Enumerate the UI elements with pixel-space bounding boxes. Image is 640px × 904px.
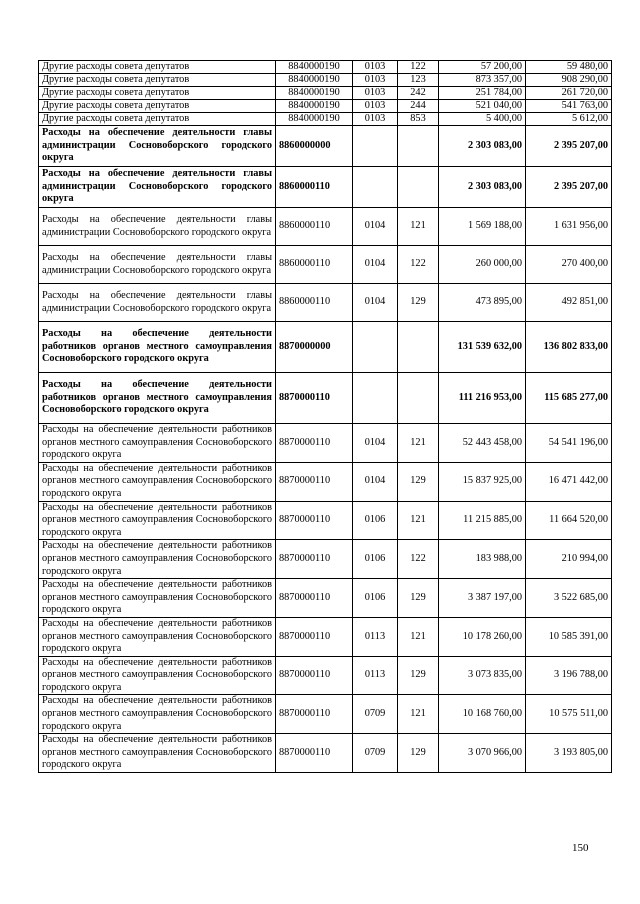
target-article-code-cell: 8870000110	[276, 540, 353, 579]
target-article-code-cell: 8860000110	[276, 208, 353, 246]
section-code-cell: 0104	[353, 246, 398, 284]
amount-year1-cell: 3 073 835,00	[439, 656, 526, 695]
target-article-code-cell: 8870000110	[276, 617, 353, 656]
amount-year2-cell: 210 994,00	[526, 540, 612, 579]
table-row	[39, 501, 612, 540]
expense-name-cell: Расходы на обеспечение деятельности главы администрации Сосновоборского городского округа	[39, 167, 276, 208]
expense-type-code-cell: 121	[398, 208, 439, 246]
amount-year2-cell: 115 685 277,00	[526, 373, 612, 424]
target-article-code-cell: 8860000000	[276, 126, 353, 167]
amount-year1-cell: 111 216 953,00	[439, 373, 526, 424]
expense-name-cell: Расходы на обеспечение деятельности работников органов местного самоуправления Сосновоборского городского округа	[39, 424, 276, 463]
amount-year2-cell: 10 575 511,00	[526, 695, 612, 734]
amount-year2-cell: 492 851,00	[526, 284, 612, 322]
expense-name-cell: Расходы на обеспечение деятельности работников органов местного самоуправления Сосновоборского городского округа	[39, 322, 276, 373]
section-code-cell: 0106	[353, 540, 398, 579]
expense-name-cell: Расходы на обеспечение деятельности главы администрации Сосновоборского городского округа	[39, 208, 276, 246]
table-row	[39, 87, 612, 100]
target-article-code-cell: 8870000110	[276, 501, 353, 540]
expense-name-cell: Расходы на обеспечение деятельности работников органов местного самоуправления Сосновоборского городского округа	[39, 695, 276, 734]
expense-type-code-cell	[398, 126, 439, 167]
expense-type-code-cell: 123	[398, 74, 439, 87]
amount-year2-cell: 541 763,00	[526, 100, 612, 113]
expense-name-cell: Расходы на обеспечение деятельности главы администрации Сосновоборского городского округа	[39, 126, 276, 167]
expense-type-code-cell: 122	[398, 246, 439, 284]
expense-type-code-cell: 129	[398, 284, 439, 322]
amount-year1-cell: 15 837 925,00	[439, 462, 526, 501]
amount-year2-cell: 2 395 207,00	[526, 126, 612, 167]
amount-year1-cell: 183 988,00	[439, 540, 526, 579]
section-code-cell: 0103	[353, 100, 398, 113]
amount-year2-cell: 54 541 196,00	[526, 424, 612, 463]
table-row	[39, 113, 612, 126]
amount-year1-cell: 5 400,00	[439, 113, 526, 126]
table-row	[39, 734, 612, 773]
target-article-code-cell: 8870000110	[276, 373, 353, 424]
amount-year1-cell: 10 168 760,00	[439, 695, 526, 734]
expense-type-code-cell: 122	[398, 61, 439, 74]
section-code-cell: 0106	[353, 579, 398, 618]
expense-type-code-cell: 129	[398, 734, 439, 773]
amount-year2-cell: 1 631 956,00	[526, 208, 612, 246]
section-code-cell: 0103	[353, 74, 398, 87]
target-article-code-cell: 8840000190	[276, 74, 353, 87]
table-row	[39, 100, 612, 113]
amount-year1-cell: 57 200,00	[439, 61, 526, 74]
section-code-cell: 0104	[353, 208, 398, 246]
target-article-code-cell: 8840000190	[276, 87, 353, 100]
table-row	[39, 579, 612, 618]
section-code-cell	[353, 167, 398, 208]
amount-year1-cell: 2 303 083,00	[439, 167, 526, 208]
amount-year2-cell: 59 480,00	[526, 61, 612, 74]
amount-year1-cell: 3 070 966,00	[439, 734, 526, 773]
target-article-code-cell: 8870000110	[276, 695, 353, 734]
table-row-group-total	[39, 167, 612, 208]
target-article-code-cell: 8870000110	[276, 462, 353, 501]
expense-type-code-cell: 121	[398, 424, 439, 463]
table-row-group-total	[39, 322, 612, 373]
expense-type-code-cell: 853	[398, 113, 439, 126]
expense-type-code-cell	[398, 322, 439, 373]
target-article-code-cell: 8860000110	[276, 246, 353, 284]
section-code-cell: 0106	[353, 501, 398, 540]
expense-name-cell: Расходы на обеспечение деятельности работников органов местного самоуправления Сосновоборского городского округа	[39, 501, 276, 540]
section-code-cell	[353, 373, 398, 424]
budget-table-container	[38, 60, 611, 773]
amount-year2-cell: 16 471 442,00	[526, 462, 612, 501]
expense-name-cell: Расходы на обеспечение деятельности работников органов местного самоуправления Сосновоборского городского округа	[39, 540, 276, 579]
table-row	[39, 462, 612, 501]
budget-table	[38, 60, 612, 773]
section-code-cell: 0709	[353, 695, 398, 734]
expense-name-cell: Расходы на обеспечение деятельности главы администрации Сосновоборского городского округа	[39, 284, 276, 322]
expense-name-cell: Расходы на обеспечение деятельности работников органов местного самоуправления Сосновоборского городского округа	[39, 734, 276, 773]
target-article-code-cell: 8840000190	[276, 61, 353, 74]
expense-type-code-cell: 244	[398, 100, 439, 113]
amount-year1-cell: 2 303 083,00	[439, 126, 526, 167]
target-article-code-cell: 8860000110	[276, 167, 353, 208]
target-article-code-cell: 8840000190	[276, 113, 353, 126]
amount-year1-cell: 521 040,00	[439, 100, 526, 113]
amount-year1-cell: 473 895,00	[439, 284, 526, 322]
expense-type-code-cell: 121	[398, 695, 439, 734]
amount-year2-cell: 3 196 788,00	[526, 656, 612, 695]
expense-type-code-cell: 129	[398, 462, 439, 501]
table-row	[39, 656, 612, 695]
table-row	[39, 284, 612, 322]
page-number: 150	[572, 842, 589, 854]
target-article-code-cell: 8840000190	[276, 100, 353, 113]
table-row	[39, 61, 612, 74]
expense-name-cell: Другие расходы совета депутатов	[39, 113, 276, 126]
amount-year2-cell: 136 802 833,00	[526, 322, 612, 373]
amount-year1-cell: 11 215 885,00	[439, 501, 526, 540]
section-code-cell	[353, 126, 398, 167]
section-code-cell: 0103	[353, 87, 398, 100]
budget-table-body	[39, 61, 612, 773]
target-article-code-cell: 8870000110	[276, 656, 353, 695]
section-code-cell: 0113	[353, 617, 398, 656]
expense-type-code-cell: 129	[398, 579, 439, 618]
amount-year1-cell: 10 178 260,00	[439, 617, 526, 656]
section-code-cell: 0113	[353, 656, 398, 695]
table-row-group-total	[39, 373, 612, 424]
amount-year2-cell: 11 664 520,00	[526, 501, 612, 540]
target-article-code-cell: 8870000110	[276, 424, 353, 463]
expense-name-cell: Другие расходы совета депутатов	[39, 100, 276, 113]
section-code-cell	[353, 322, 398, 373]
table-row-group-total	[39, 126, 612, 167]
section-code-cell: 0103	[353, 113, 398, 126]
section-code-cell: 0103	[353, 61, 398, 74]
amount-year2-cell: 3 522 685,00	[526, 579, 612, 618]
expense-name-cell: Расходы на обеспечение деятельности работников органов местного самоуправления Сосновоборского городского округа	[39, 373, 276, 424]
table-row	[39, 695, 612, 734]
amount-year2-cell: 3 193 805,00	[526, 734, 612, 773]
table-row	[39, 617, 612, 656]
expense-name-cell: Расходы на обеспечение деятельности работников органов местного самоуправления Сосновоборского городского округа	[39, 656, 276, 695]
target-article-code-cell: 8870000110	[276, 734, 353, 773]
table-row	[39, 208, 612, 246]
expense-type-code-cell: 122	[398, 540, 439, 579]
expense-type-code-cell: 242	[398, 87, 439, 100]
amount-year1-cell: 873 357,00	[439, 74, 526, 87]
expense-type-code-cell	[398, 167, 439, 208]
target-article-code-cell: 8870000000	[276, 322, 353, 373]
expense-type-code-cell: 129	[398, 656, 439, 695]
table-row	[39, 246, 612, 284]
target-article-code-cell: 8870000110	[276, 579, 353, 618]
expense-name-cell: Другие расходы совета депутатов	[39, 74, 276, 87]
amount-year2-cell: 261 720,00	[526, 87, 612, 100]
amount-year2-cell: 5 612,00	[526, 113, 612, 126]
expense-name-cell: Другие расходы совета депутатов	[39, 87, 276, 100]
section-code-cell: 0104	[353, 424, 398, 463]
amount-year2-cell: 270 400,00	[526, 246, 612, 284]
expense-name-cell: Расходы на обеспечение деятельности главы администрации Сосновоборского городского округа	[39, 246, 276, 284]
expense-type-code-cell: 121	[398, 501, 439, 540]
section-code-cell: 0104	[353, 462, 398, 501]
amount-year1-cell: 52 443 458,00	[439, 424, 526, 463]
amount-year2-cell: 2 395 207,00	[526, 167, 612, 208]
table-row	[39, 424, 612, 463]
amount-year1-cell: 3 387 197,00	[439, 579, 526, 618]
expense-type-code-cell: 121	[398, 617, 439, 656]
amount-year1-cell: 260 000,00	[439, 246, 526, 284]
amount-year2-cell: 10 585 391,00	[526, 617, 612, 656]
section-code-cell: 0104	[353, 284, 398, 322]
expense-name-cell: Расходы на обеспечение деятельности работников органов местного самоуправления Сосновоборского городского округа	[39, 579, 276, 618]
amount-year1-cell: 1 569 188,00	[439, 208, 526, 246]
expense-type-code-cell	[398, 373, 439, 424]
section-code-cell: 0709	[353, 734, 398, 773]
amount-year2-cell: 908 290,00	[526, 74, 612, 87]
expense-name-cell: Другие расходы совета депутатов	[39, 61, 276, 74]
expense-name-cell: Расходы на обеспечение деятельности работников органов местного самоуправления Сосновоборского городского округа	[39, 462, 276, 501]
table-row	[39, 540, 612, 579]
amount-year1-cell: 131 539 632,00	[439, 322, 526, 373]
target-article-code-cell: 8860000110	[276, 284, 353, 322]
expense-name-cell: Расходы на обеспечение деятельности работников органов местного самоуправления Сосновоборского городского округа	[39, 617, 276, 656]
table-row	[39, 74, 612, 87]
amount-year1-cell: 251 784,00	[439, 87, 526, 100]
